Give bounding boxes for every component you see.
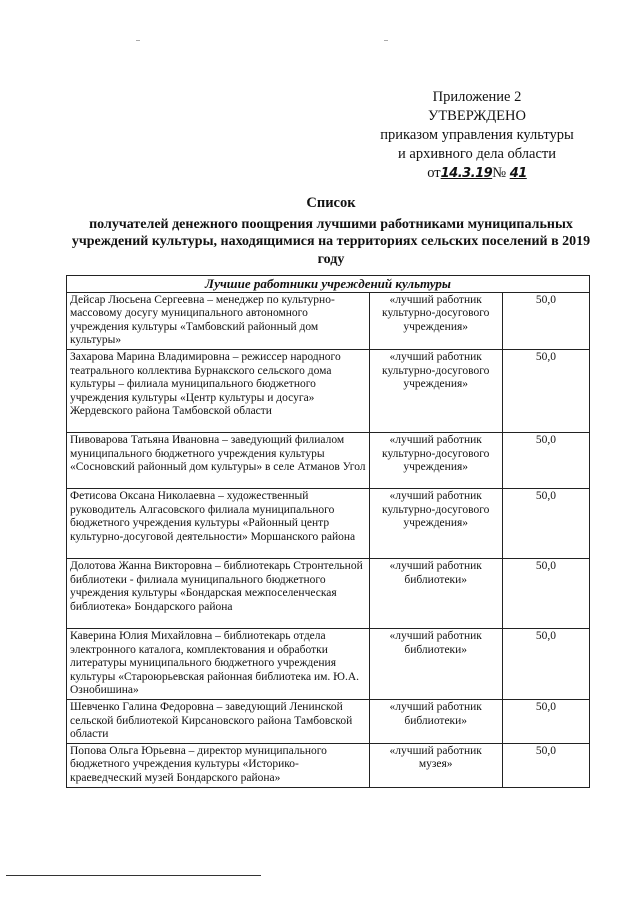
recipient-name: Пивоварова Татьяна Ивановна – заведующий филиалом муниципального бюджетного учреждения культуры «Сосновский районный дом культуры» в селе Атманов Угол <box>67 432 370 488</box>
amount: 50,0 <box>502 488 589 558</box>
amount: 50,0 <box>502 743 589 787</box>
recipient-name: Долотова Жанна Викторовна – библиотекарь Стронтельной библиотеки - филиала муниципального бюджетного учреждения культуры «Бондарская межпоселенческая библиотека» Бондарского района <box>67 558 370 628</box>
table-header: Лучшие работники учреждений культуры <box>67 276 590 293</box>
table-row <box>67 699 590 743</box>
table-row <box>67 432 590 488</box>
order-line: приказом управления культуры <box>380 127 574 143</box>
recipient-name: Захарова Марина Владимировна – режиссер народного театрального коллектива Бурнакского сельского дома культуры – филиала муниципального бюджетного учреждения культуры «Центр культуры и досуга» Жердевского района Тамбовской области <box>67 349 370 432</box>
handwritten-date: 14.3.19 <box>440 166 493 181</box>
approval-block <box>372 88 582 183</box>
nomination: «лучший работник библиотеки» <box>369 558 502 628</box>
table-row <box>67 292 590 349</box>
amount: 50,0 <box>502 628 589 699</box>
nomination: «лучший работник культурно-досугового учреждения» <box>369 432 502 488</box>
title-subheading: получателей денежного поощрения лучшими работниками муниципальных учреждений культуры, находящимися на территориях сельских поселений в 2019 году <box>71 216 591 267</box>
nomination: «лучший работник культурно-досугового учреждения» <box>369 488 502 558</box>
table-row <box>67 628 590 699</box>
amount: 50,0 <box>502 558 589 628</box>
order-date-line <box>372 164 582 183</box>
amount: 50,0 <box>502 699 589 743</box>
recipient-name: Шевченко Галина Федоровна – заведующий Ленинской сельской библиотекой Кирсановского района Тамбовской области <box>67 699 370 743</box>
number-prefix: № <box>492 165 507 181</box>
approved-label: УТВЕРЖДЕНО <box>428 108 526 124</box>
table-row <box>67 488 590 558</box>
scan-mark <box>136 40 140 41</box>
scan-mark <box>384 40 388 41</box>
department-line: и архивного дела области <box>398 146 556 162</box>
amount: 50,0 <box>502 432 589 488</box>
footnote-rule <box>6 875 261 876</box>
handwritten-number: 41 <box>509 166 527 181</box>
table-row <box>67 743 590 787</box>
table-row <box>67 349 590 432</box>
document-title <box>66 195 596 268</box>
recipient-name: Фетисова Оксана Николаевна – художественный руководитель Алгасовского филиала муниципального бюджетного учреждения культуры «Районный центр культурно-досуговой деятельности» Моршанского района <box>67 488 370 558</box>
appendix-label: Приложение 2 <box>432 89 522 105</box>
date-prefix: от <box>427 165 441 181</box>
recipient-name: Попова Ольга Юрьевна – директор муниципального бюджетного учреждения культуры «Историко-краеведческий музей Бондарского района» <box>67 743 370 787</box>
nomination: «лучший работник музея» <box>369 743 502 787</box>
amount: 50,0 <box>502 349 589 432</box>
recipient-name: Каверина Юлия Михайловна – библиотекарь отдела электронного каталога, комплектования и обработки литературы муниципального бюджетного учреждения культуры «Староюрьевская районная библиотека им. Ю.А. Ознобишина» <box>67 628 370 699</box>
title-heading: Список <box>306 195 356 211</box>
nomination: «лучший работник библиотеки» <box>369 699 502 743</box>
amount: 50,0 <box>502 292 589 349</box>
recipient-name: Дейсар Люсьена Сергеевна – менеджер по культурно-массовому досугу муниципального автономного учреждения культуры «Тамбовский районный дом культуры» <box>67 292 370 349</box>
table-row <box>67 558 590 628</box>
recipients-table <box>66 275 590 788</box>
nomination: «лучший работник библиотеки» <box>369 628 502 699</box>
nomination: «лучший работник культурно-досугового учреждения» <box>369 292 502 349</box>
nomination: «лучший работник культурно-досугового учреждения» <box>369 349 502 432</box>
